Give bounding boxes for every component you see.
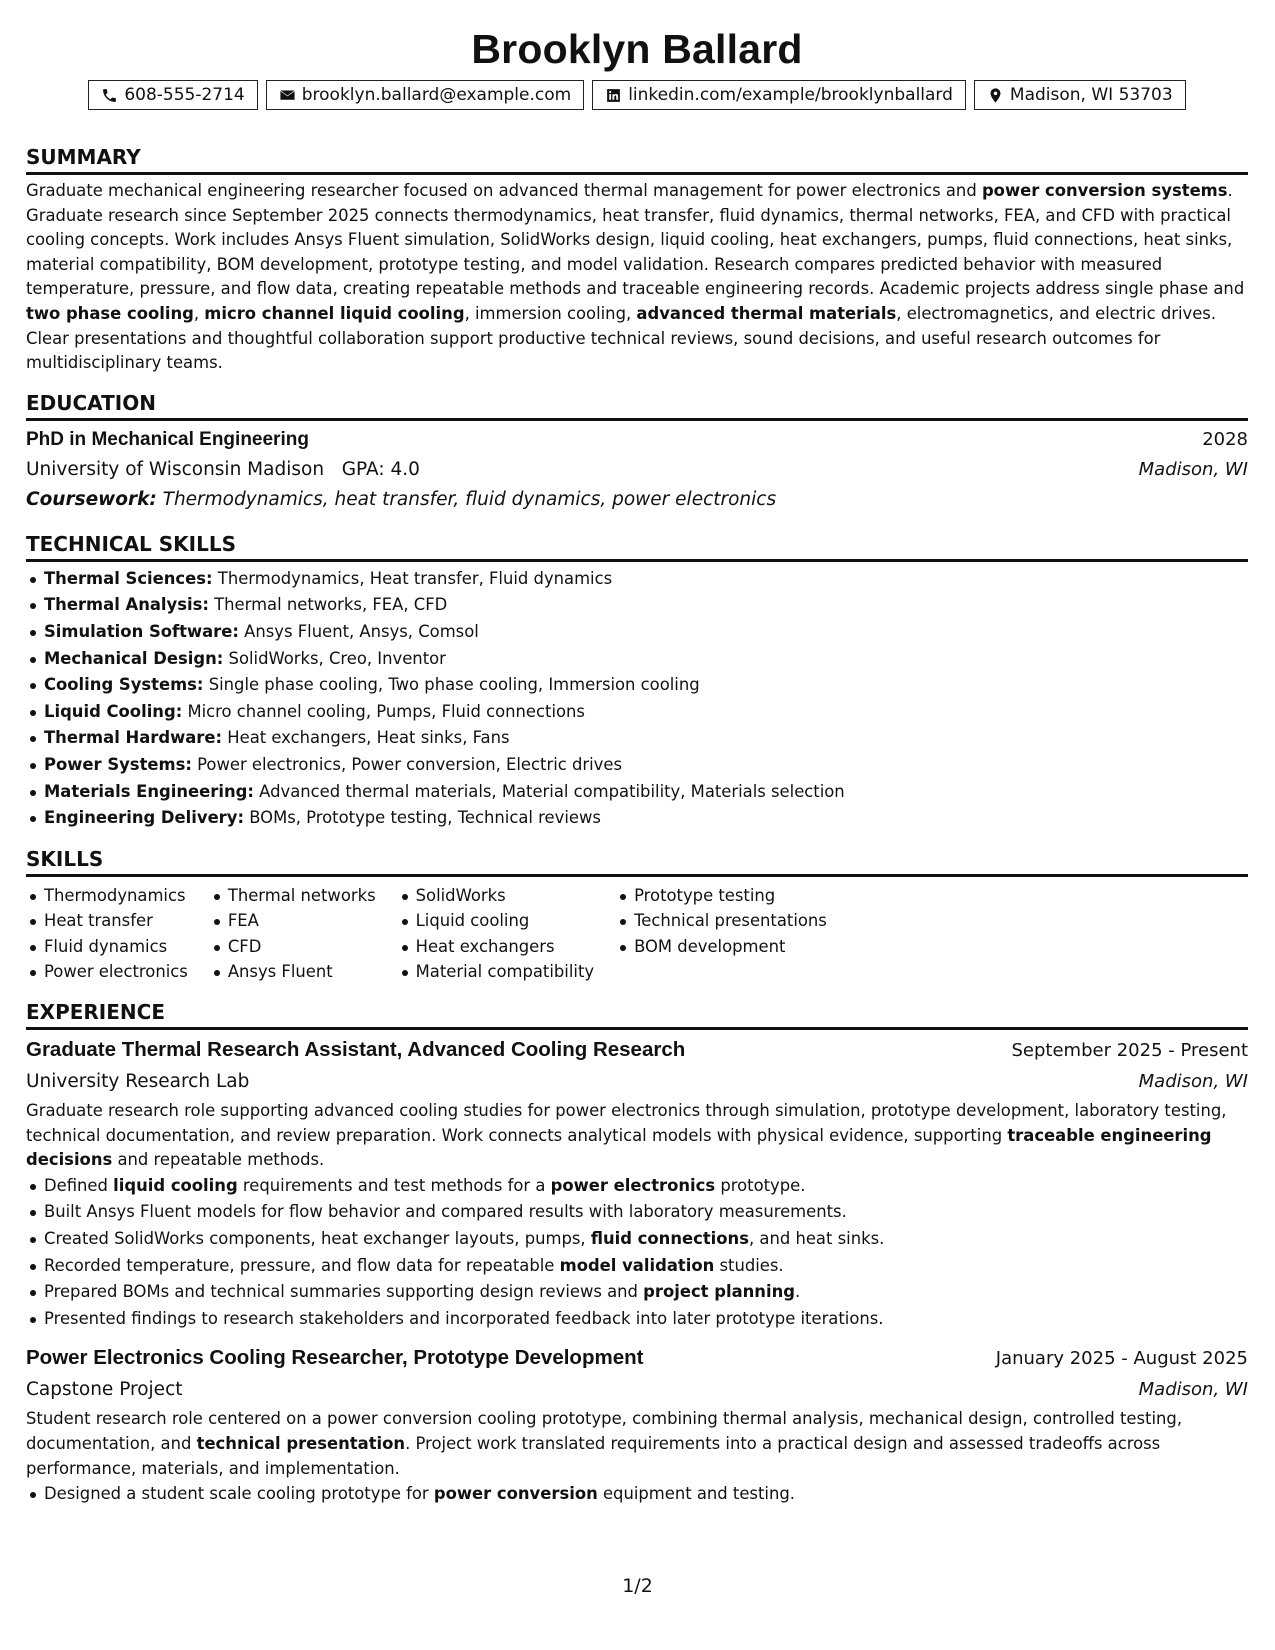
section-title: SUMMARY: [26, 144, 1248, 175]
summary-section: [26, 144, 1248, 376]
experience-section: [26, 999, 1248, 1508]
location-text: Madison, WI 53703: [1009, 85, 1173, 105]
job-bullet: Created SolidWorks components, heat exchanger layouts, pumps, fluid connections, and heat sinks.: [44, 1226, 1248, 1253]
skill-item: Heat transfer: [44, 908, 188, 934]
job-organization: Capstone Project: [26, 1379, 183, 1401]
email-chip[interactable]: [266, 80, 584, 110]
technical-skill-item: Liquid Cooling: Micro channel cooling, Pumps, Fluid connections: [44, 699, 1248, 726]
gpa: GPA: 4.0: [341, 458, 420, 480]
job-organization: University Research Lab: [26, 1071, 250, 1093]
skill-item: CFD: [228, 934, 376, 960]
skill-item: Ansys Fluent: [228, 959, 376, 985]
phone-text: 608-555-2714: [124, 85, 245, 105]
skills-column: [210, 883, 376, 985]
skill-item: Liquid cooling: [416, 908, 594, 934]
job-bullet: Recorded temperature, pressure, and flow data for repeatable model validation studies.: [44, 1253, 1248, 1280]
graduation-year: 2028: [1202, 428, 1248, 450]
skills-section: [26, 846, 1248, 985]
school: University of Wisconsin Madison GPA: 4.0: [26, 458, 420, 480]
skills-columns: [26, 883, 1248, 985]
section-title: SKILLS: [26, 846, 1248, 877]
page-number: 1/2: [622, 1575, 653, 1597]
candidate-name: Brooklyn Ballard: [471, 26, 803, 72]
resume-page: [26, 0, 1248, 1508]
job-bullet: Designed a student scale cooling prototype for power conversion equipment and testing.: [44, 1481, 1248, 1508]
education-section: [26, 390, 1248, 515]
skill-item: FEA: [228, 908, 376, 934]
technical-skill-item: Cooling Systems: Single phase cooling, Two phase cooling, Immersion cooling: [44, 672, 1248, 699]
skill-item: Fluid dynamics: [44, 934, 188, 960]
job-bullets: [26, 1481, 1248, 1508]
skills-column: [616, 883, 827, 985]
job-description: Student research role centered on a power conversion cooling prototype, combining thermal analysis, mechanical design, controlled testing, documentation, and technical presentation. Project work translated requirements into a practical design and assessed tradeoffs across performance, materials, and implementation.: [26, 1409, 1183, 1478]
envelope-icon: [279, 87, 296, 104]
school-location: Madison, WI: [1138, 458, 1248, 480]
technical-skill-item: Power Systems: Power electronics, Power conversion, Electric drives: [44, 752, 1248, 779]
section-title: TECHNICAL SKILLS: [26, 531, 1248, 562]
job-entry: [26, 1342, 1248, 1507]
technical-skill-item: Mechanical Design: SolidWorks, Creo, Inventor: [44, 646, 1248, 673]
technical-skill-item: Simulation Software: Ansys Fluent, Ansys, Comsol: [44, 619, 1248, 646]
linkedin-text: linkedin.com/example/brooklynballard: [628, 85, 953, 105]
technical-skills-section: [26, 531, 1248, 832]
summary-text: Graduate mechanical engineering researcher focused on advanced thermal management for power electronics and power conversion systems. Graduate research since September 2025 connects thermodynamics, heat transfer, fluid dynamics, thermal networks, FEA, and CFD with practical cooling concepts. Work includes Ansys Fluent simulation, SolidWorks design, liquid cooling, heat exchangers, pumps, fluid connections, heat sinks, material compatibility, BOM development, prototype testing, and model validation. Research compares predicted behavior with measured temperature, pressure, and flow data, creating repeatable methods and traceable engineering records. Academic projects address single phase and two phase cooling, micro channel liquid cooling, immersion cooling, advanced thermal materials, electromagnetics, and electric drives. Clear presentations and thoughtful collaboration support productive technical reviews, sound decisions, and useful research outcomes for multidisciplinary teams.: [26, 181, 1245, 373]
job-title: Graduate Thermal Research Assistant, Advanced Cooling Research: [26, 1038, 686, 1062]
technical-skills-list: [26, 566, 1248, 832]
technical-skill-item: Materials Engineering: Advanced thermal materials, Material compatibility, Materials selection: [44, 779, 1248, 806]
job-location: Madison, WI: [1138, 1379, 1248, 1401]
linkedin-icon: [605, 87, 622, 104]
technical-skill-item: Thermal Hardware: Heat exchangers, Heat sinks, Fans: [44, 725, 1248, 752]
skill-item: Thermodynamics: [44, 883, 188, 909]
job-title: Power Electronics Cooling Researcher, Prototype Development: [26, 1346, 644, 1370]
phone-icon: [101, 87, 118, 104]
email-text: brooklyn.ballard@example.com: [301, 85, 572, 105]
skills-column: [398, 883, 594, 985]
skills-column: [26, 883, 188, 985]
job-list: [26, 1034, 1248, 1508]
degree: PhD in Mechanical Engineering: [26, 428, 309, 450]
job-dates: September 2025 - Present: [1011, 1040, 1248, 1062]
technical-skill-item: Thermal Analysis: Thermal networks, FEA, CFD: [44, 592, 1248, 619]
skill-item: Thermal networks: [228, 883, 376, 909]
job-bullet: Prepared BOMs and technical summaries supporting design reviews and project planning.: [44, 1279, 1248, 1306]
skill-item: BOM development: [634, 934, 827, 960]
technical-skill-item: Thermal Sciences: Thermodynamics, Heat transfer, Fluid dynamics: [44, 566, 1248, 593]
skill-item: Material compatibility: [416, 959, 594, 985]
skill-item: Technical presentations: [634, 908, 827, 934]
skill-item: Heat exchangers: [416, 934, 594, 960]
job-entry: [26, 1034, 1248, 1332]
map-pin-icon: [987, 87, 1004, 104]
linkedin-chip[interactable]: [592, 80, 966, 110]
job-bullet: Built Ansys Fluent models for flow behavior and compared results with laboratory measurements.: [44, 1199, 1248, 1226]
location-chip: [974, 80, 1186, 110]
job-bullet: Presented findings to research stakeholders and incorporated feedback into later prototype iterations.: [44, 1306, 1248, 1333]
contact-bar: [26, 80, 1248, 110]
job-location: Madison, WI: [1138, 1071, 1248, 1093]
job-bullet: Defined liquid cooling requirements and test methods for a power electronics prototype.: [44, 1173, 1248, 1200]
job-bullets: [26, 1173, 1248, 1333]
skill-item: Prototype testing: [634, 883, 827, 909]
skill-item: Power electronics: [44, 959, 188, 985]
skill-item: SolidWorks: [416, 883, 594, 909]
section-title: EXPERIENCE: [26, 999, 1248, 1030]
section-title: EDUCATION: [26, 390, 1248, 421]
job-description: Graduate research role supporting advanced cooling studies for power electronics through simulation, prototype development, laboratory testing, technical documentation, and review preparation. Work connects analytical models with physical evidence, supporting traceable engineering decisions and repeatable methods.: [26, 1101, 1227, 1170]
coursework: Coursework: Thermodynamics, heat transfer, fluid dynamics, power electronics: [26, 488, 777, 510]
phone-chip[interactable]: [88, 80, 257, 110]
job-dates: January 2025 - August 2025: [995, 1348, 1248, 1370]
technical-skill-item: Engineering Delivery: BOMs, Prototype testing, Technical reviews: [44, 805, 1248, 832]
